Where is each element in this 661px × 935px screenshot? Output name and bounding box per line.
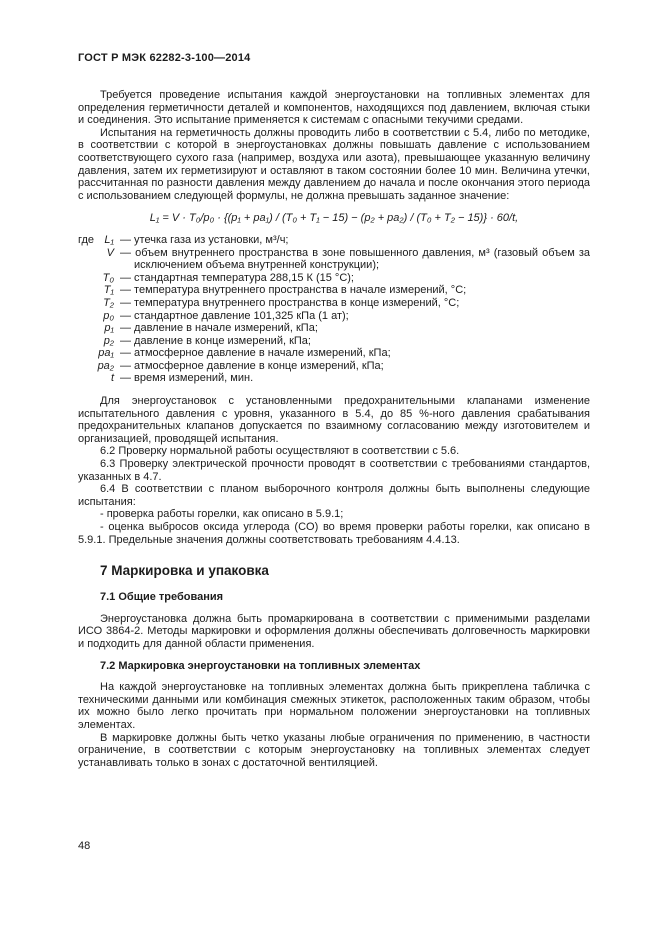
definition-term: t xyxy=(110,372,114,385)
list-item-burner-check: - проверка работы горелки, как описано в 5.9.1; xyxy=(100,508,344,521)
definition-text: — стандартная температура 288,15 К (15 °C); xyxy=(120,271,354,284)
definition-row xyxy=(78,297,590,310)
definition-row xyxy=(78,234,590,247)
paragraph-7-2-nameplate: На каждой энергоустановке на топливных элементах должна быть прикреплена табличка с техническими данными или комбинация смежных этикеток, расположенных таким образом, чтобы их можно было легко прочитать при нормальном положении энергоустановки на топливных элементах. xyxy=(78,681,590,731)
definition-row xyxy=(78,322,590,335)
spacer xyxy=(78,385,590,395)
paragraph-relief-valves: Для энергоустановок с установленными предохранительными клапанами изменение испытательного давления с уровня, указанного в 5.4, до 85 %-ного давления срабатывания предохранительных клапанов допускается по взаимному согласованию между изготовителем и организацией, проводящей испытания. xyxy=(78,395,590,445)
clause-6-2: 6.2 Проверку нормальной работы осуществляют в соответствии с 5.6. xyxy=(100,445,460,458)
definition-text: — стандартное давление 101,325 кПа (1 ат); xyxy=(120,309,349,322)
definition-text: — давление в конце измерений, кПа; xyxy=(120,334,311,347)
definition-term: p₁ xyxy=(104,322,114,335)
definition-term: L₁ xyxy=(104,233,114,246)
paragraph-7-1: Энергоустановка должна быть промаркирована в соответствии с применимыми разделами ИСО 3864-2. Методы маркировки и оформления должны обеспечивать долговечность маркировки и подходить для данной области применения. xyxy=(78,612,590,650)
definition-row xyxy=(78,360,590,373)
paragraph-leak-test-intro: Требуется проведение испытания каждой энергоустановки на топливных элементах для определения герметичности деталей и компонентов, находящихся под давлением, включая стыки и соединения. Это испытание применяется к системам с опасными текучими средами. xyxy=(78,89,590,127)
section-7-heading: 7 Маркировка и упаковка xyxy=(100,563,269,579)
definition-term: pa₂ xyxy=(97,359,114,372)
subsection-7-2-heading: 7.2 Маркировка энергоустановки на топливных элементах xyxy=(100,659,421,672)
definition-term: p₀ xyxy=(103,309,114,322)
definition-row xyxy=(78,272,590,285)
definition-term: T₂ xyxy=(103,296,114,309)
definitions-list xyxy=(78,234,590,385)
definition-term: V xyxy=(106,246,114,259)
definition-term: p₂ xyxy=(103,334,114,347)
page-number: 48 xyxy=(78,840,91,852)
definition-term: T₀ xyxy=(102,271,114,284)
definition-text: — температура внутреннего пространства в начале измерений, °C; xyxy=(120,284,467,297)
formula: L₁ = V · T₀/p₀ · {(p₁ + pa₁) / (T₀ + T₁ − 15) − (p₂ + pa₂) / (T₀ + T₂ − 15)} · 60/t, xyxy=(149,212,519,225)
definition-row xyxy=(78,347,590,360)
document-body xyxy=(78,89,590,769)
definition-text: — атмосферное давление в начале измерений, кПа; xyxy=(120,347,391,360)
subsection-7-1-heading: 7.1 Общие требования xyxy=(100,591,224,604)
definition-row xyxy=(78,335,590,348)
definition-text: — утечка газа из установки, м³/ч; xyxy=(120,233,289,246)
document-header: ГОСТ Р МЭК 62282-3-100—2014 xyxy=(78,52,251,64)
definition-text: — время измерений, мин. xyxy=(120,372,254,385)
definition-row xyxy=(78,372,590,385)
definition-row xyxy=(78,310,590,323)
definition-row xyxy=(78,284,590,297)
definition-term: T₁ xyxy=(103,284,114,297)
definition-term: pa₁ xyxy=(98,347,114,360)
paragraph-7-2-restrictions: В маркировке должны быть четко указаны любые ограничения по применению, в частности ограничение, в соответствии с которым энергоустановку на топливных элементах следует устанавливать только в зонах с достаточной вентиляцией. xyxy=(78,731,590,769)
where-label: где xyxy=(78,233,95,246)
definition-row xyxy=(78,247,590,272)
clause-6-3: 6.3 Проверку электрической прочности проводят в соответствии с требованиями стандартов, указанных в 4.7. xyxy=(78,458,590,483)
definition-text: — атмосферное давление в конце измерений, кПа; xyxy=(120,359,384,372)
definitions-block xyxy=(78,234,590,385)
clause-6-4: 6.4 В соответствии с планом выборочного контроля должны быть выполнены следующие испытания: xyxy=(78,483,590,508)
definition-text: — объем внутреннего пространства в зоне повышенного давления, м³ (газовый объем за исключением объема внутренней конструкции); xyxy=(120,246,590,272)
paragraph-leak-test-method: Испытания на герметичность должны проводить либо в соответствии с 5.4, либо по методике, в соответствии с которой в энергоустановках должны повышать давление с использованием соответствующего сухого газа (например, воздуха или азота), превышающее указанную величину давления, затем их герметизируют и оставляют в таком состоянии более 10 мин. Величина утечки, рассчитанная по разности давления между давлением до начала и после окончания этого периода с использованием следующей формулы, не должна превышать заданное значение: xyxy=(78,126,590,202)
definition-text: — температура внутреннего пространства в конце измерений, °C; xyxy=(120,296,460,309)
definition-text: — давление в начале измерений, кПа; xyxy=(120,322,318,335)
list-item-co-emissions: - оценка выбросов оксида углерода (CO) во время проверки работы горелки, как описано в 5.9.1. Предельные значения должны соответствовать требованиям 4.4.13. xyxy=(78,521,590,546)
